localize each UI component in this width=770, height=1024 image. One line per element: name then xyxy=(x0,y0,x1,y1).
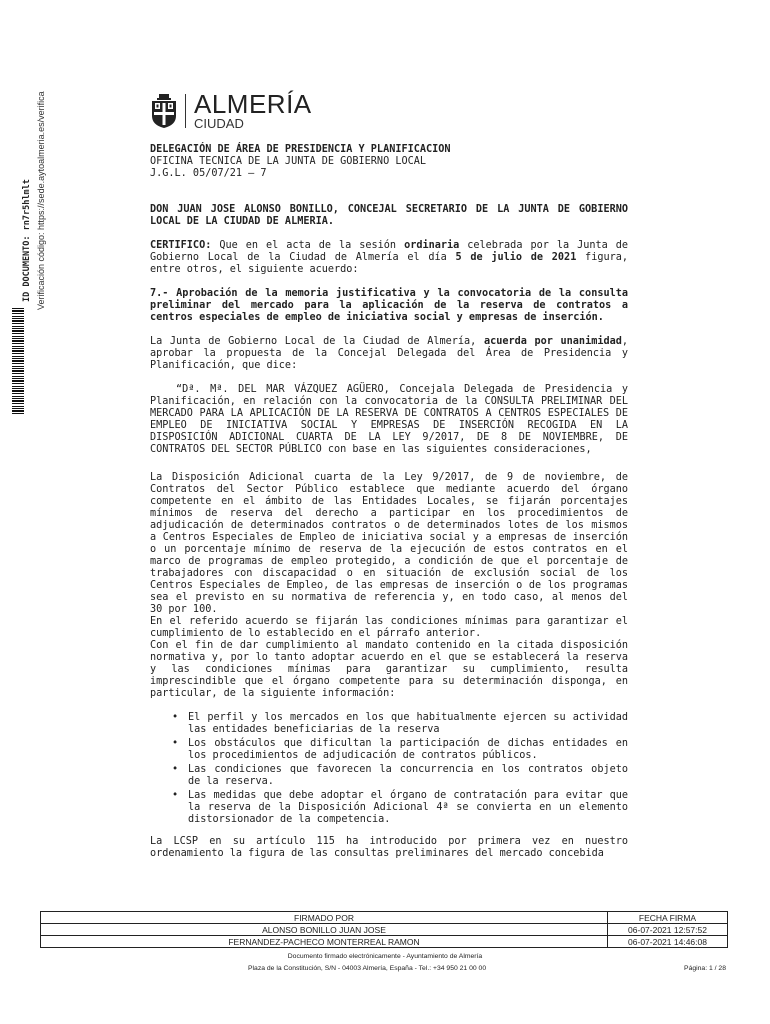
logo-divider xyxy=(185,94,186,128)
document-body xyxy=(150,144,628,860)
verification-link[interactable]: Verificación código: https://sede.aytoalmeria.es/verifica xyxy=(36,91,46,310)
barcode xyxy=(12,308,24,416)
session-date: 5 de julio de 2021 xyxy=(455,252,577,263)
verification-strip xyxy=(10,60,44,420)
logo-sub-text: CIUDAD xyxy=(194,115,244,131)
list-item: • El perfil y los mercados en los que habitualmente ejercen su actividad las entidades beneficiarias de la reserva xyxy=(172,712,628,735)
bullet-icon: • xyxy=(172,712,179,723)
list-item: • Las condiciones que favorecen la concurrencia en los contratos objeto de la reserva. xyxy=(172,764,628,787)
list-item: • Los obstáculos que dificultan la participación de dichas entidades en los procedimientos de adjudicación de contratos públicos. xyxy=(172,738,628,761)
certifico-label: CERTIFICO: xyxy=(150,240,212,251)
coat-of-arms-icon xyxy=(150,94,178,128)
session-type: ordinaria xyxy=(404,240,460,251)
signature-date: 06-07-2021 14:46:08 xyxy=(608,936,728,948)
proposal-paragraph: “Dª. Mª. DEL MAR VÁZQUEZ AGÜERO, Concejala Delegada de Presidencia y Planificación, en relación con la convocatoria de la CONSULTA PRELIMINAR DEL MERCADO PARA LA APLICACIÓN DE LA RESERVA DE CONTRATOS A CENTROS ESPECIALES DE EMPLEO DE INICIATIVA SOCIAL Y EMPRESAS DE INSERCIÓN RECOGIDA EN LA DISPOSICIÓN ADICIONAL CUARTA DE LA LEY 9/2017, DE 8 DE NOVIEMBRE, DE CONTRATOS DEL SECTOR PÚBLICO con base en las siguientes consideraciones, xyxy=(150,384,628,455)
footer-note: Documento firmado electrónicamente - Ayuntamiento de Almería xyxy=(287,953,483,960)
disposition-paragraph-1: La Disposición Adicional cuarta de la Ley 9/2017, de 9 de noviembre, de Contratos del Sector Público establece que mediante acuerdo del órgano competente en el ámbito de las Entidades Locales, se fijarán porcentajes mínimos de reserva del derecho a participar en los procedimientos de adjudicación de determinados contratos o de determinados lotes de los mismos a Centros Especiales de Empleo de iniciativa social y a empresas de inserción o un porcentaje mínimo de reserva de la ejecución de estos contratos en el marco de programas de empleo protegido, a condición de que el porcentaje de trabajadores con discapacidad o en situación de exclusión social de los Centros Especiales de Empleo, de las empresas de inserción o de los programas sea el previsto en su normativa de referencia y, en todo caso, al menos del 30 por 100. xyxy=(150,472,628,615)
certifico-paragraph: CERTIFICO: Que en el acta de la sesión ordinaria celebrada por la Junta de Gobierno Local de la Ciudad de Almería el día 5 de julio de 2021 figura, entre otros, el siguiente acuerdo: xyxy=(150,240,629,275)
information-list xyxy=(150,712,628,826)
signer-paragraph: DON JUAN JOSE ALONSO BONILLO, CONCEJAL SECRETARIO DE LA JUNTA DE GOBIERNO LOCAL DE LA CIUDAD DE ALMERIA. xyxy=(150,204,628,227)
unanimity: acuerda por unanimidad xyxy=(483,336,622,347)
bullet-icon: • xyxy=(172,738,179,749)
almeria-logo xyxy=(150,88,312,131)
table-row xyxy=(41,924,728,936)
agreement-title: 7.- Aprobación de la memoria justificativa y la convocatoria de la consulta preliminar del mercado para la aplicación de la reserva de contratos a centros especiales de empleo de iniciativa social y empresas de inserción. xyxy=(150,288,628,323)
signer-name: ALONSO BONILLO JUAN JOSE xyxy=(41,924,608,936)
bullet-icon: • xyxy=(172,764,179,775)
signer-header: FIRMADO POR xyxy=(41,912,608,924)
disposition-paragraph-3: Con el fin de dar cumplimiento al mandato contenido en la citada disposición normativa y, por lo tanto adoptar acuerdo en el que se establecerá la reserva y las condiciones mínimas para garantizar su cumplimiento, resulta imprescindible que el órgano competente para su determinación disponga, en particular, de la siguiente información: xyxy=(150,640,628,699)
list-item: • Las medidas que debe adoptar el órgano de contratación para evitar que la reserva de la Disposición Adicional 4ª se convierta en un elemento distorsionador de la competencia. xyxy=(172,790,628,825)
reference-code: J.G.L. 05/07/21 – 7 xyxy=(150,168,267,179)
lcsp-paragraph: La LCSP en su artículo 115 ha introducido por primera vez en nuestro ordenamiento la figura de las consultas preliminares del mercado concebida xyxy=(150,836,628,859)
department-title: DELEGACIÓN DE ÁREA DE PRESIDENCIA Y PLANIFICACION xyxy=(150,144,451,155)
signature-table xyxy=(40,911,728,948)
document-id: ID DOCUMENTO: rn7r5hlmlt xyxy=(22,179,32,302)
disposition-paragraph-2: En el referido acuerdo se fijarán las condiciones mínimas para garantizar el cumplimiento de lo establecido en el párrafo anterior. xyxy=(150,616,628,639)
date-header: FECHA FIRMA xyxy=(608,912,728,924)
signature-date: 06-07-2021 12:57:52 xyxy=(608,924,728,936)
signer-name: FERNANDEZ-PACHECO MONTERREAL RAMON xyxy=(41,936,608,948)
table-row xyxy=(41,936,728,948)
footer-address: Plaza de la Constitución, S/N - 04003 Almería, España - Tel.: +34 950 21 00 00 xyxy=(248,965,487,972)
bullet-icon: • xyxy=(172,790,179,801)
logo-main-text: ALMERÍA xyxy=(194,88,312,119)
office-title: OFICINA TECNICA DE LA JUNTA DE GOBIERNO LOCAL xyxy=(150,156,427,167)
page-number: Página: 1 / 28 xyxy=(684,965,726,972)
junta-paragraph: La Junta de Gobierno Local de la Ciudad de Almería, acuerda por unanimidad, aprobar la propuesta de la Concejal Delegada del Área de Presidencia y Planificación, que dice: xyxy=(150,336,629,371)
